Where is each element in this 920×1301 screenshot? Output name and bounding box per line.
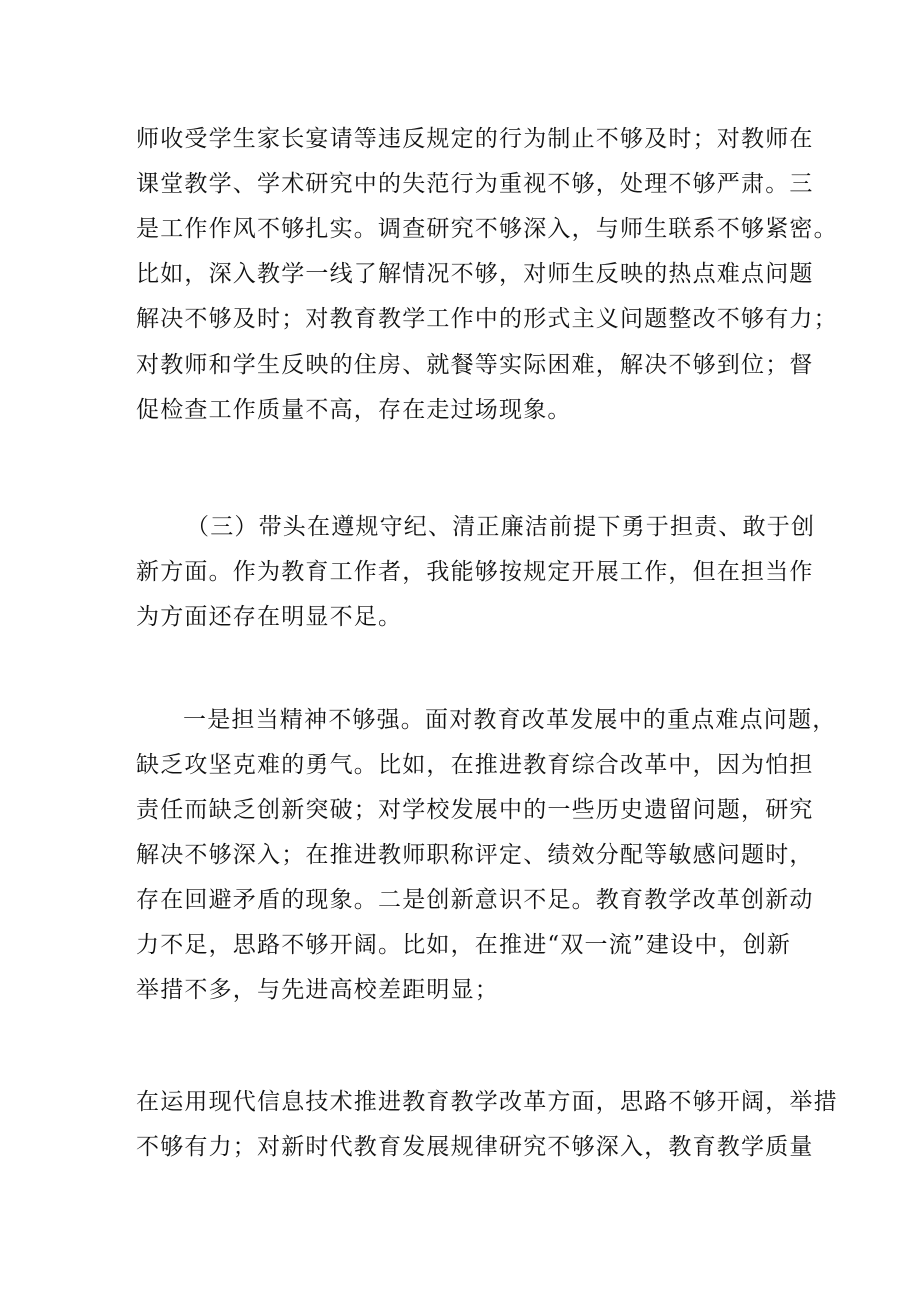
text-line: 课堂教学、学术研究中的失范行为重视不够，处理不够严肃。三	[136, 171, 814, 197]
text-line: 责任而缺乏创新突破；对学校发展中的一些历史遗留问题，研究	[136, 797, 814, 823]
text-line: 促检查工作质量不高，存在走过场现象。	[136, 397, 572, 423]
text-line: 存在回避矛盾的现象。二是创新意识不足。教育教学改革创新动	[136, 887, 814, 913]
text-line: 不够有力；对新时代教育发展规律研究不够深入，教育教学质量	[136, 1134, 814, 1160]
text-line: 在运用现代信息技术推进教育教学改革方面，思路不够开阔，举措	[136, 1089, 838, 1115]
text-line: 新方面。作为教育工作者，我能够按规定开展工作，但在担当作	[136, 559, 814, 585]
text-line: 缺乏攻坚克难的勇气。比如，在推进教育综合改革中，因为怕担	[136, 752, 814, 778]
text-line: 是工作作风不够扎实。调查研究不够深入，与师生联系不够紧密。	[136, 216, 838, 242]
text-line: 为方面还存在明显不足。	[136, 604, 403, 630]
section-heading-line: （三）带头在遵规守纪、清正廉洁前提下勇于担责、敢于创	[186, 514, 816, 540]
text-line: 比如，深入教学一线了解情况不够，对师生反映的热点难点问题	[136, 261, 814, 287]
text-line: 力不足，思路不够开阔。比如，在推进“双一流”建设中，创新	[136, 932, 792, 958]
text-line: 解决不够深入；在推进教师职称评定、绩效分配等敏感问题时，	[136, 842, 814, 868]
text-line: 举措不多，与先进高校差距明显；	[136, 977, 499, 1003]
text-line: 师收受学生家长宴请等违反规定的行为制止不够及时；对教师在	[136, 126, 814, 152]
text-line: 一是担当精神不够强。面对教育改革发展中的重点难点问题，	[183, 707, 837, 733]
text-line: 解决不够及时；对教育教学工作中的形式主义问题整改不够有力；	[136, 306, 838, 332]
text-line: 对教师和学生反映的住房、就餐等实际困难，解决不够到位；督	[136, 352, 814, 378]
